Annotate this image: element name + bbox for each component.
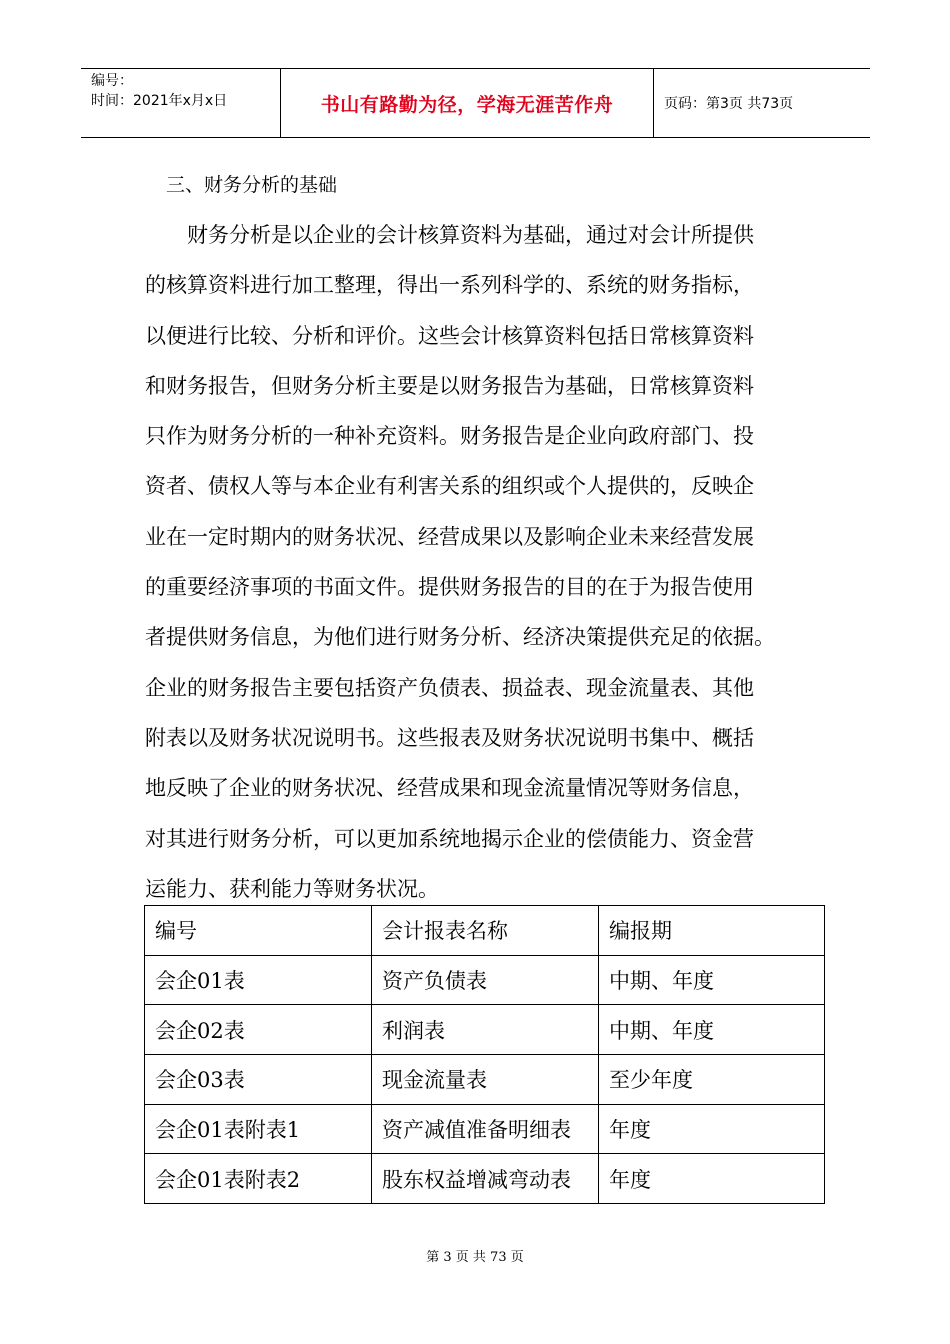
header-motto-cell — [281, 69, 654, 137]
time-label: 时间：2021年x月x日 — [91, 93, 228, 109]
page-footer: 第 3 页 共 73 页 — [426, 1250, 524, 1265]
paragraph-line: 以便进行比较、分析和评价。这些会计核算资料包括日常核算资料 — [145, 323, 754, 348]
paragraph-line: 附表以及财务状况说明书。这些报表及财务状况说明书集中、概括 — [145, 725, 754, 750]
paragraph-line: 企业的财务报告主要包括资产负债表、损益表、现金流量表、其他 — [145, 675, 754, 700]
table-cell: 资产负债表 — [372, 955, 599, 1005]
table-cell: 利润表 — [372, 1005, 599, 1055]
table-cell: 会企03表 — [145, 1055, 372, 1105]
paragraph-line: 资者、债权人等与本企业有利害关系的组织或个人提供的，反映企 — [145, 474, 754, 499]
table-cell: 中期、年度 — [599, 1005, 825, 1055]
paragraph-line: 者提供财务信息，为他们进行财务分析、经济决策提供充足的依据。 — [145, 625, 775, 650]
paragraph-line: 的核算资料进行加工整理，得出一系列科学的、系统的财务指标， — [145, 273, 754, 298]
header-page-info: 页码：第3页 共73页 — [664, 96, 794, 112]
body-paragraph — [145, 215, 813, 919]
table-cell: 资产减值准备明细表 — [372, 1104, 599, 1154]
table-cell: 会企01表附表1 — [145, 1104, 372, 1154]
serial-label: 编号： — [91, 73, 133, 89]
section-title: 三、财务分析的基础 — [166, 174, 338, 196]
table-row — [145, 1154, 825, 1204]
table-row — [145, 955, 825, 1005]
table-header-cell: 编号 — [145, 906, 372, 956]
table-row — [145, 1005, 825, 1055]
paragraph-line: 财务分析是以企业的会计核算资料为基础，通过对会计所提供 — [187, 223, 754, 247]
paragraph-line: 业在一定时期内的财务状况、经营成果以及影响企业未来经营发展 — [145, 524, 754, 549]
paragraph-line: 的重要经济事项的书面文件。提供财务报告的目的在于为报告使用 — [145, 575, 754, 600]
table-cell: 年度 — [599, 1104, 825, 1154]
document-header — [81, 68, 870, 138]
table-cell: 年度 — [599, 1154, 825, 1204]
paragraph-line: 和财务报告，但财务分析主要是以财务报告为基础，日常核算资料 — [145, 373, 754, 398]
table-cell: 会企02表 — [145, 1005, 372, 1055]
table-cell: 会企01表 — [145, 955, 372, 1005]
table-cell: 股东权益增减弯动表 — [372, 1154, 599, 1204]
header-meta — [81, 69, 281, 137]
table-header-row — [145, 906, 825, 956]
table-cell: 现金流量表 — [372, 1055, 599, 1105]
table-cell: 至少年度 — [599, 1055, 825, 1105]
table-cell: 中期、年度 — [599, 955, 825, 1005]
table-cell: 会企01表附表2 — [145, 1154, 372, 1204]
table-header-cell: 会计报表名称 — [372, 906, 599, 956]
report-table — [144, 905, 825, 1204]
motto-text: 书山有路勤为径，学海无涯苦作舟 — [320, 93, 614, 116]
table-row — [145, 1104, 825, 1154]
paragraph-line: 对其进行财务分析，可以更加系统地揭示企业的偿债能力、资金营 — [145, 826, 754, 851]
paragraph-line: 只作为财务分析的一种补充资料。财务报告是企业向政府部门、投 — [145, 424, 754, 449]
table-header-cell: 编报期 — [599, 906, 825, 956]
paragraph-line: 运能力、获利能力等财务状况。 — [145, 876, 439, 901]
paragraph-line: 地反映了企业的财务状况、经营成果和现金流量情况等财务信息， — [145, 776, 754, 801]
table-row — [145, 1055, 825, 1105]
